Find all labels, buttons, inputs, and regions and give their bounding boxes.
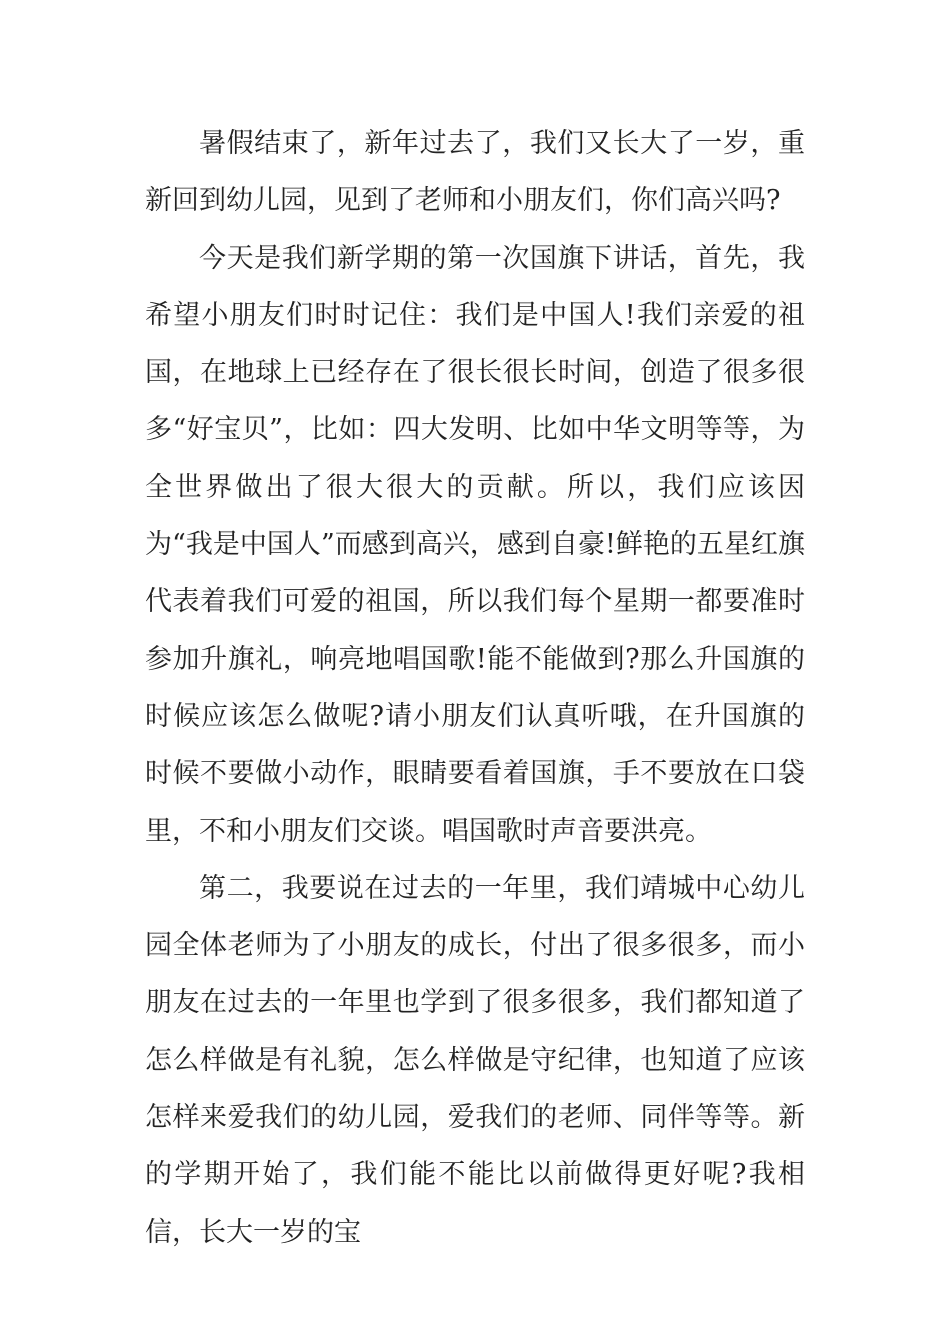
paragraph-national-flag: 今天是我们新学期的第一次国旗下讲话，首先，我希望小朋友们时时记住：我们是中国人!我们亲爱的祖国，在地球上已经存在了很长很长时间，创造了很多很多“好宝贝”，比如：四大发明、比如中华文明等等，为全世界做出了很大很大的贡献。所以，我们应该因为“我是中国人”而感到高兴，感到自豪!鲜艳的五星红旗代表着我们可爱的祖国，所以我们每个星期一都要准时参加升旗礼，响亮地唱国歌!能不能做到?那么升国旗的时候应该怎么做呢?请小朋友们认真听哦，在升国旗的时候不要做小动作，眼睛要看着国旗，手不要放在口袋里，不和小朋友们交谈。唱国歌时声音要洪亮。 xyxy=(145,242,805,847)
paragraph-greeting: 暑假结束了，新年过去了，我们又长大了一岁，重新回到幼儿园，见到了老师和小朋友们，你们高兴吗? xyxy=(145,128,805,217)
document-body xyxy=(145,115,805,1261)
paragraph-second-point: 第二，我要说在过去的一年里，我们靖城中心幼儿园全体老师为了小朋友的成长，付出了很多很多，而小朋友在过去的一年里也学到了很多很多，我们都知道了怎么样做是有礼貌，怎么样做是守纪律，也知道了应该怎样来爱我们的幼儿园，爱我们的老师、同伴等等。新的学期开始了，我们能不能比以前做得更好呢?我相信，长大一岁的宝 xyxy=(145,872,805,1248)
